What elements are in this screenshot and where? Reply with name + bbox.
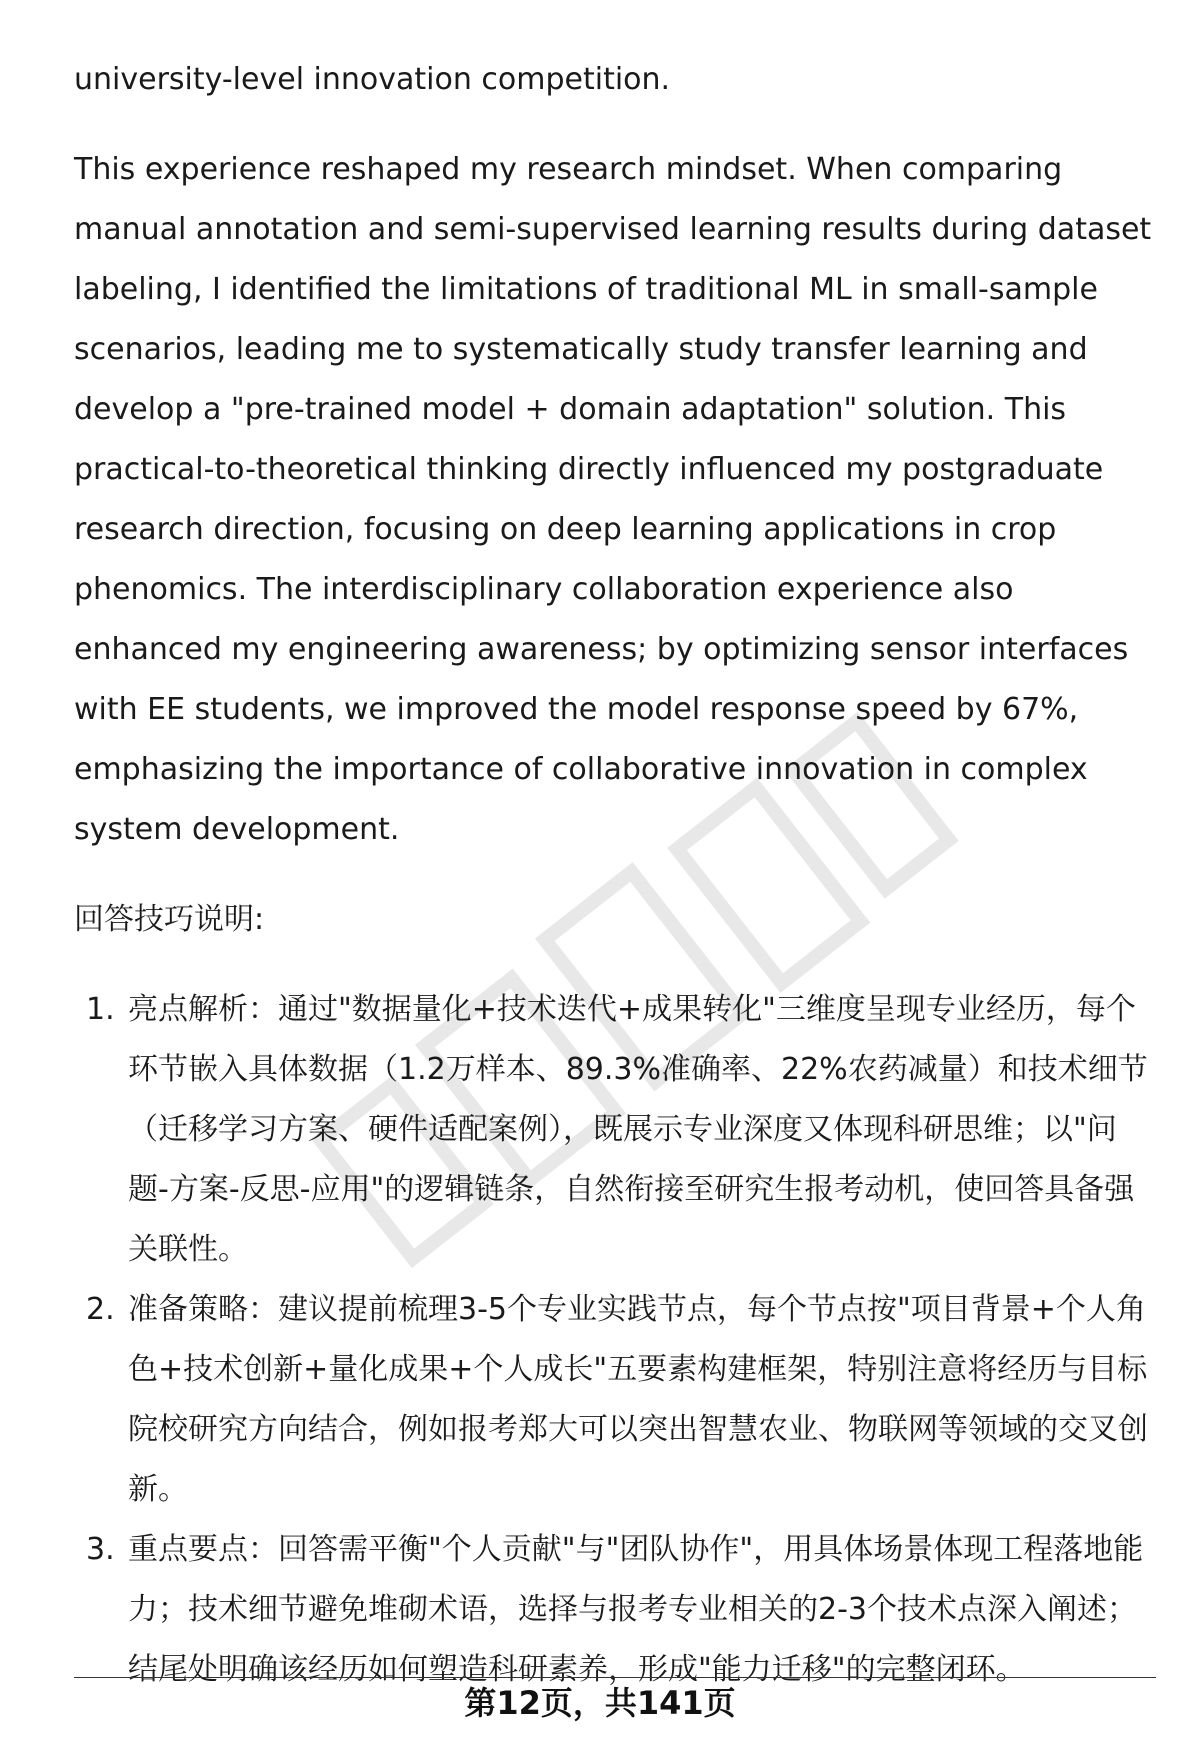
list-item-text: 准备策略：建议提前梳理3-5个专业实践节点，每个节点按"项目背景+个人角色+技术创新+量化成果+个人成长"五要素构建框架，特别注意将经历与目标院校研究方向结合，例如报考郑大可以突出智慧农业、物联网等领域的交叉创新。 [128, 1292, 1148, 1507]
list-item-number: 3. [86, 1532, 115, 1567]
list-item-text: 重点要点：回答需平衡"个人贡献"与"团队协作"，用具体场景体现工程落地能力；技术细节避免堆砌术语，选择与报考专业相关的2-3个技术点深入阐述；结尾处明确该经历如何塑造科研素养，形成"能力迁移"的完整闭环。 [128, 1532, 1144, 1687]
list-item-text: 亮点解析：通过"数据量化+技术迭代+成果转化"三维度呈现专业经历，每个环节嵌入具体数据（1.2万样本、89.3%准确率、22%农药减量）和技术细节（迁移学习方案、硬件适配案例），既展示专业深度又体现科研思维；以"问题-方案-反思-应用"的逻辑链条，自然衔接至研究生报考动机，使回答具备强关联性。 [128, 992, 1148, 1267]
body-paragraph: This experience reshaped my research mindset. When comparing manual annotation and semi-supervised learning results during dataset labeling, I identified the limitations of traditional ML in small-sample scenarios, leading me to systematically study transfer learning and develop a "pre-trained model + domain adaptation" solution. This practical-to-theoretical thinking directly influenced my postgraduate research direction, focusing on deep learning applications in crop phenomics. The interdisciplinary collaboration experience also enhanced my engineering awareness; by optimizing sensor interfaces with EE students, we improved the model response speed by 67%, emphasizing the importance of collaborative innovation in complex system development. [74, 152, 1152, 847]
tips-heading: 回答技巧说明: [74, 902, 265, 937]
list-item-number: 1. [86, 992, 115, 1027]
list-item [74, 1520, 1156, 1700]
list-item [74, 1280, 1156, 1520]
page-number: 第12页，共141页 [464, 1684, 736, 1722]
list-item [74, 980, 1156, 1280]
continuation-text: university-level innovation competition. [74, 62, 671, 97]
tips-list [74, 980, 1156, 1700]
list-item-number: 2. [86, 1292, 115, 1327]
document-body [74, 50, 1156, 1700]
